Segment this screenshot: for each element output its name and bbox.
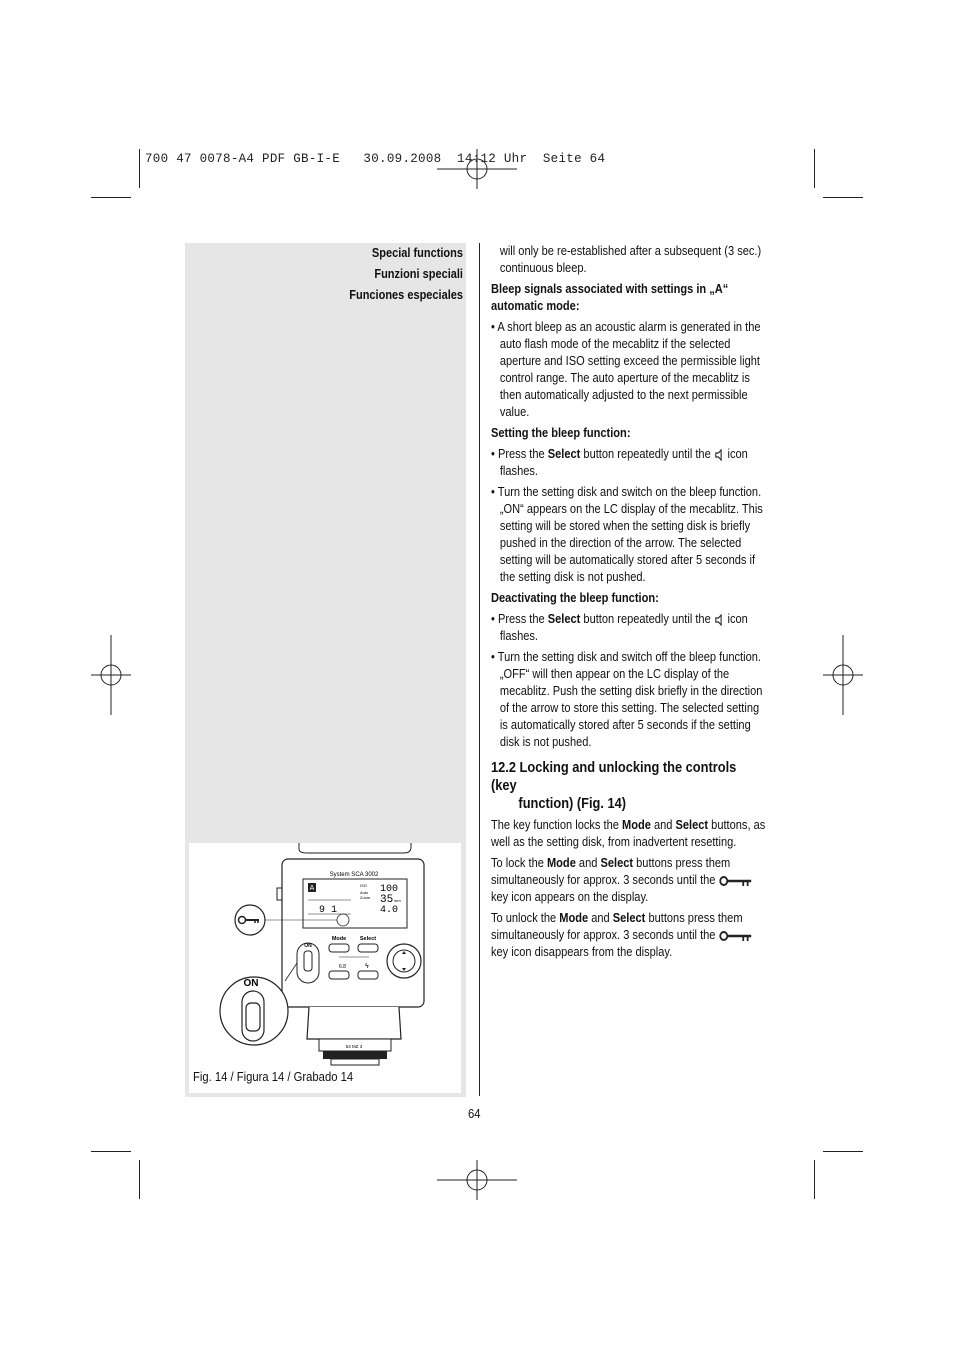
registration-mark-icon [823, 635, 863, 715]
display-mode-a: A [309, 885, 315, 892]
flash-unit-illustration [189, 843, 461, 1093]
crop-mark [91, 197, 131, 198]
section-title-it: Funzioni speciali [374, 267, 463, 281]
speaker-icon [714, 614, 725, 626]
section-title-en: Special functions [371, 246, 463, 260]
text-span: • Press the [491, 612, 548, 626]
display-zoom: Zoom [360, 895, 371, 900]
paragraph: will only be re-established after a subsequent (3 sec.) continuous bleep. [499, 244, 762, 275]
crop-mark [814, 149, 815, 188]
crop-mark [814, 1160, 815, 1199]
print-slug: 700 47 0078-A4 PDF GB-I-E 30.09.2008 14:12 Uhr Seite 64 [145, 152, 606, 166]
section-heading [491, 759, 765, 813]
text-span: and [588, 911, 613, 925]
subheading: Deactivating the bleep function: [491, 591, 659, 605]
text-span: buttons, as well as the setting disk, from inadvertent resetting. [491, 818, 766, 849]
paragraph [491, 855, 765, 906]
text-span: Mode [546, 856, 576, 870]
text-span: buttons press them simultaneously for approx. 3 seconds until the [491, 856, 731, 887]
text-span: Mode [559, 911, 589, 925]
subheading: Setting the bleep function: [491, 426, 631, 440]
text-span: buttons press them simultaneously for approx. 3 seconds until the [491, 911, 743, 942]
bullet-item: • Turn the setting disk and switch on the bleep function. „ON“ appears on the LC display of the mecablitz. This setting will be stored when the setting disk is briefly pushed in the direction of the arrow. The selected setting will be automatically stored after 5 seconds if the setting disk is not pushed. [491, 485, 763, 584]
text-span: button repeatedly until the [580, 612, 714, 626]
section-title-es: Funciones especiales [349, 288, 463, 302]
text-span: icon flashes. [499, 447, 748, 478]
crop-mark [823, 197, 863, 198]
text-span: and [575, 856, 601, 870]
registration-mark-icon [437, 1160, 517, 1200]
text-span: and [650, 818, 676, 832]
model-label: System SCA 3002 [329, 872, 379, 878]
crop-mark [139, 1160, 140, 1199]
mode-label: Mode [331, 936, 347, 942]
text-span: The key function locks the [491, 818, 622, 832]
ab-label: 6.8 [339, 964, 346, 970]
crop-mark [91, 1151, 131, 1152]
bullet-item [491, 611, 765, 645]
text-span: key icon disappears from the display. [491, 945, 673, 959]
text-span: To lock the [491, 856, 547, 870]
display-aperture: 4.0 [380, 905, 399, 916]
bullet-item [491, 446, 765, 480]
display-iso: ISO [360, 883, 367, 888]
page-number: 64 [468, 1107, 481, 1121]
text-span: Select [547, 447, 581, 461]
bullet-item: • Turn the setting disk and switch off the bleep function. „OFF“ will then appear on the LC display of the mecablitz. Push the setting disk briefly in the direction of the arrow to store this setting. The selected setting is automatically stored after 5 seconds if the setting disk is not pushed. [491, 650, 763, 749]
text-span: Select [547, 612, 581, 626]
display-zoom-value: 35 [380, 894, 394, 906]
registration-mark-icon [91, 635, 131, 715]
paragraph [491, 817, 765, 851]
text-span: icon flashes. [499, 612, 748, 643]
column-divider [479, 243, 480, 1096]
display-mm: mm [394, 898, 401, 903]
text-span: • Press the [491, 447, 548, 461]
heading-line-1: 12.2 Locking and unlocking the controls (key [491, 760, 737, 794]
text-span: button repeatedly until the [580, 447, 714, 461]
display-iso-value: 100 [380, 884, 399, 895]
speaker-icon [714, 449, 725, 461]
text-span: Select [612, 911, 646, 925]
svg-text:9 1: 9 1 [319, 905, 338, 916]
crop-mark [139, 149, 140, 188]
crop-mark [823, 1151, 863, 1152]
key-icon [719, 875, 753, 887]
section-titles [218, 243, 463, 306]
text-span: To unlock the [491, 911, 560, 925]
on-large-label: ON [243, 978, 259, 989]
foot-label: 54 MZ 3 [345, 1044, 363, 1049]
text-span: Select [675, 818, 709, 832]
main-text-column [491, 243, 765, 965]
svg-text:ϟ: ϟ [365, 963, 369, 970]
select-label: Select [359, 936, 377, 942]
figure-14 [189, 843, 461, 1093]
on-small-label: ON [304, 943, 312, 949]
subheading: Bleep signals associated with settings in „A“ automatic mode: [491, 282, 729, 313]
text-span: Mode [621, 818, 651, 832]
figure-caption: Fig. 14 / Figura 14 / Grabado 14 [193, 1070, 354, 1084]
text-span: Select [600, 856, 634, 870]
heading-line-2: function) (Fig. 14) [518, 796, 627, 812]
display-auto: Auto [360, 890, 369, 895]
text-span: key icon appears on the display. [491, 890, 649, 904]
paragraph [491, 910, 765, 961]
bullet-item: • A short bleep as an acoustic alarm is generated in the auto flash mode of the mecablitz if the selected aperture and ISO setting exceed the permissible light control range. The auto aperture of the mecablitz is then automatically adjusted to the next permissible value. [491, 320, 761, 419]
key-icon [719, 930, 753, 942]
registration-mark-icon [437, 149, 517, 189]
